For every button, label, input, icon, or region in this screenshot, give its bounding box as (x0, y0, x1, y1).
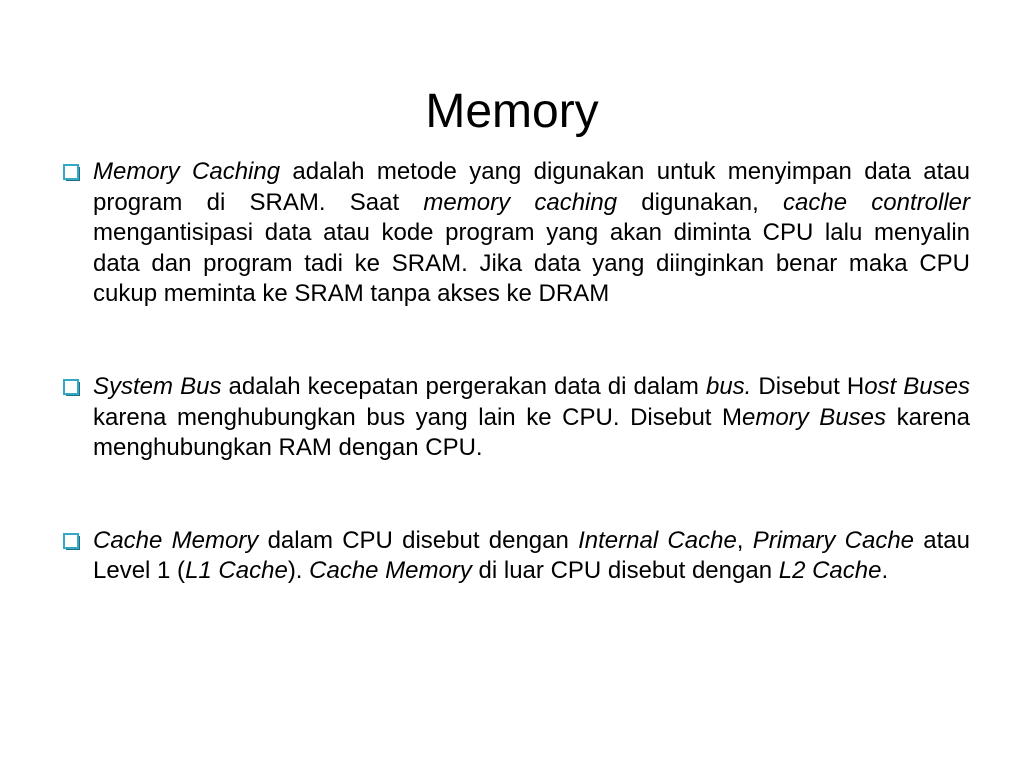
hollow-square-bullet-icon (63, 164, 81, 182)
bullet-text: digunakan, (617, 188, 783, 216)
bullet-item (62, 526, 970, 587)
italic-term: L2 Cache (778, 557, 882, 585)
bullet-text: mengantisipasi data atau kode program yang akan diminta CPU lalu menyalin data dan program tadi ke SRAM. Jika data yang diinginkan benar maka CPU cukup meminta ke SRAM tanpa akses ke DRAM (93, 219, 970, 308)
hollow-square-bullet-icon (63, 533, 81, 551)
hollow-square-bullet-icon (63, 379, 81, 397)
italic-term: emory Buses (742, 403, 887, 431)
bullet-text: . (881, 557, 889, 585)
bullet-text: dalam CPU disebut dengan (258, 526, 579, 554)
bullet-text: Disebut H (751, 372, 865, 400)
italic-term: memory caching (423, 188, 618, 216)
bullet-text: karena menghubungkan bus yang lain ke CPU. Disebut M (93, 403, 743, 431)
italic-term: ost Buses (864, 372, 970, 400)
italic-term: Memory Caching (93, 158, 281, 185)
bullet-text: , (736, 526, 753, 554)
italic-term: Cache Memory (309, 557, 472, 585)
bullet-text: atau Level 1 ( (93, 526, 970, 585)
italic-term: System Bus (93, 372, 222, 400)
bullet-text: karena menghubungkan RAM dengan CPU. (93, 403, 970, 462)
bullet-text: ). (287, 557, 310, 585)
slide-title: Memory (425, 85, 599, 138)
italic-term: Primary Cache (752, 526, 915, 554)
italic-term: L1 Cache (185, 557, 288, 585)
italic-term: bus. (705, 372, 752, 400)
italic-term: Internal Cache (578, 526, 737, 554)
italic-term: Cache Memory (93, 526, 259, 554)
bullet-item (62, 157, 970, 310)
italic-term: cache controller (783, 188, 970, 216)
bullet-text: adalah kecepatan pergerakan data di dalam (221, 372, 706, 400)
bullet-text: di luar CPU disebut dengan (471, 557, 779, 585)
bullet-item (62, 372, 970, 464)
bullet-text: adalah metode yang digunakan untuk menyimpan data atau program di SRAM. Saat (93, 158, 970, 216)
bullet-list (62, 157, 970, 587)
